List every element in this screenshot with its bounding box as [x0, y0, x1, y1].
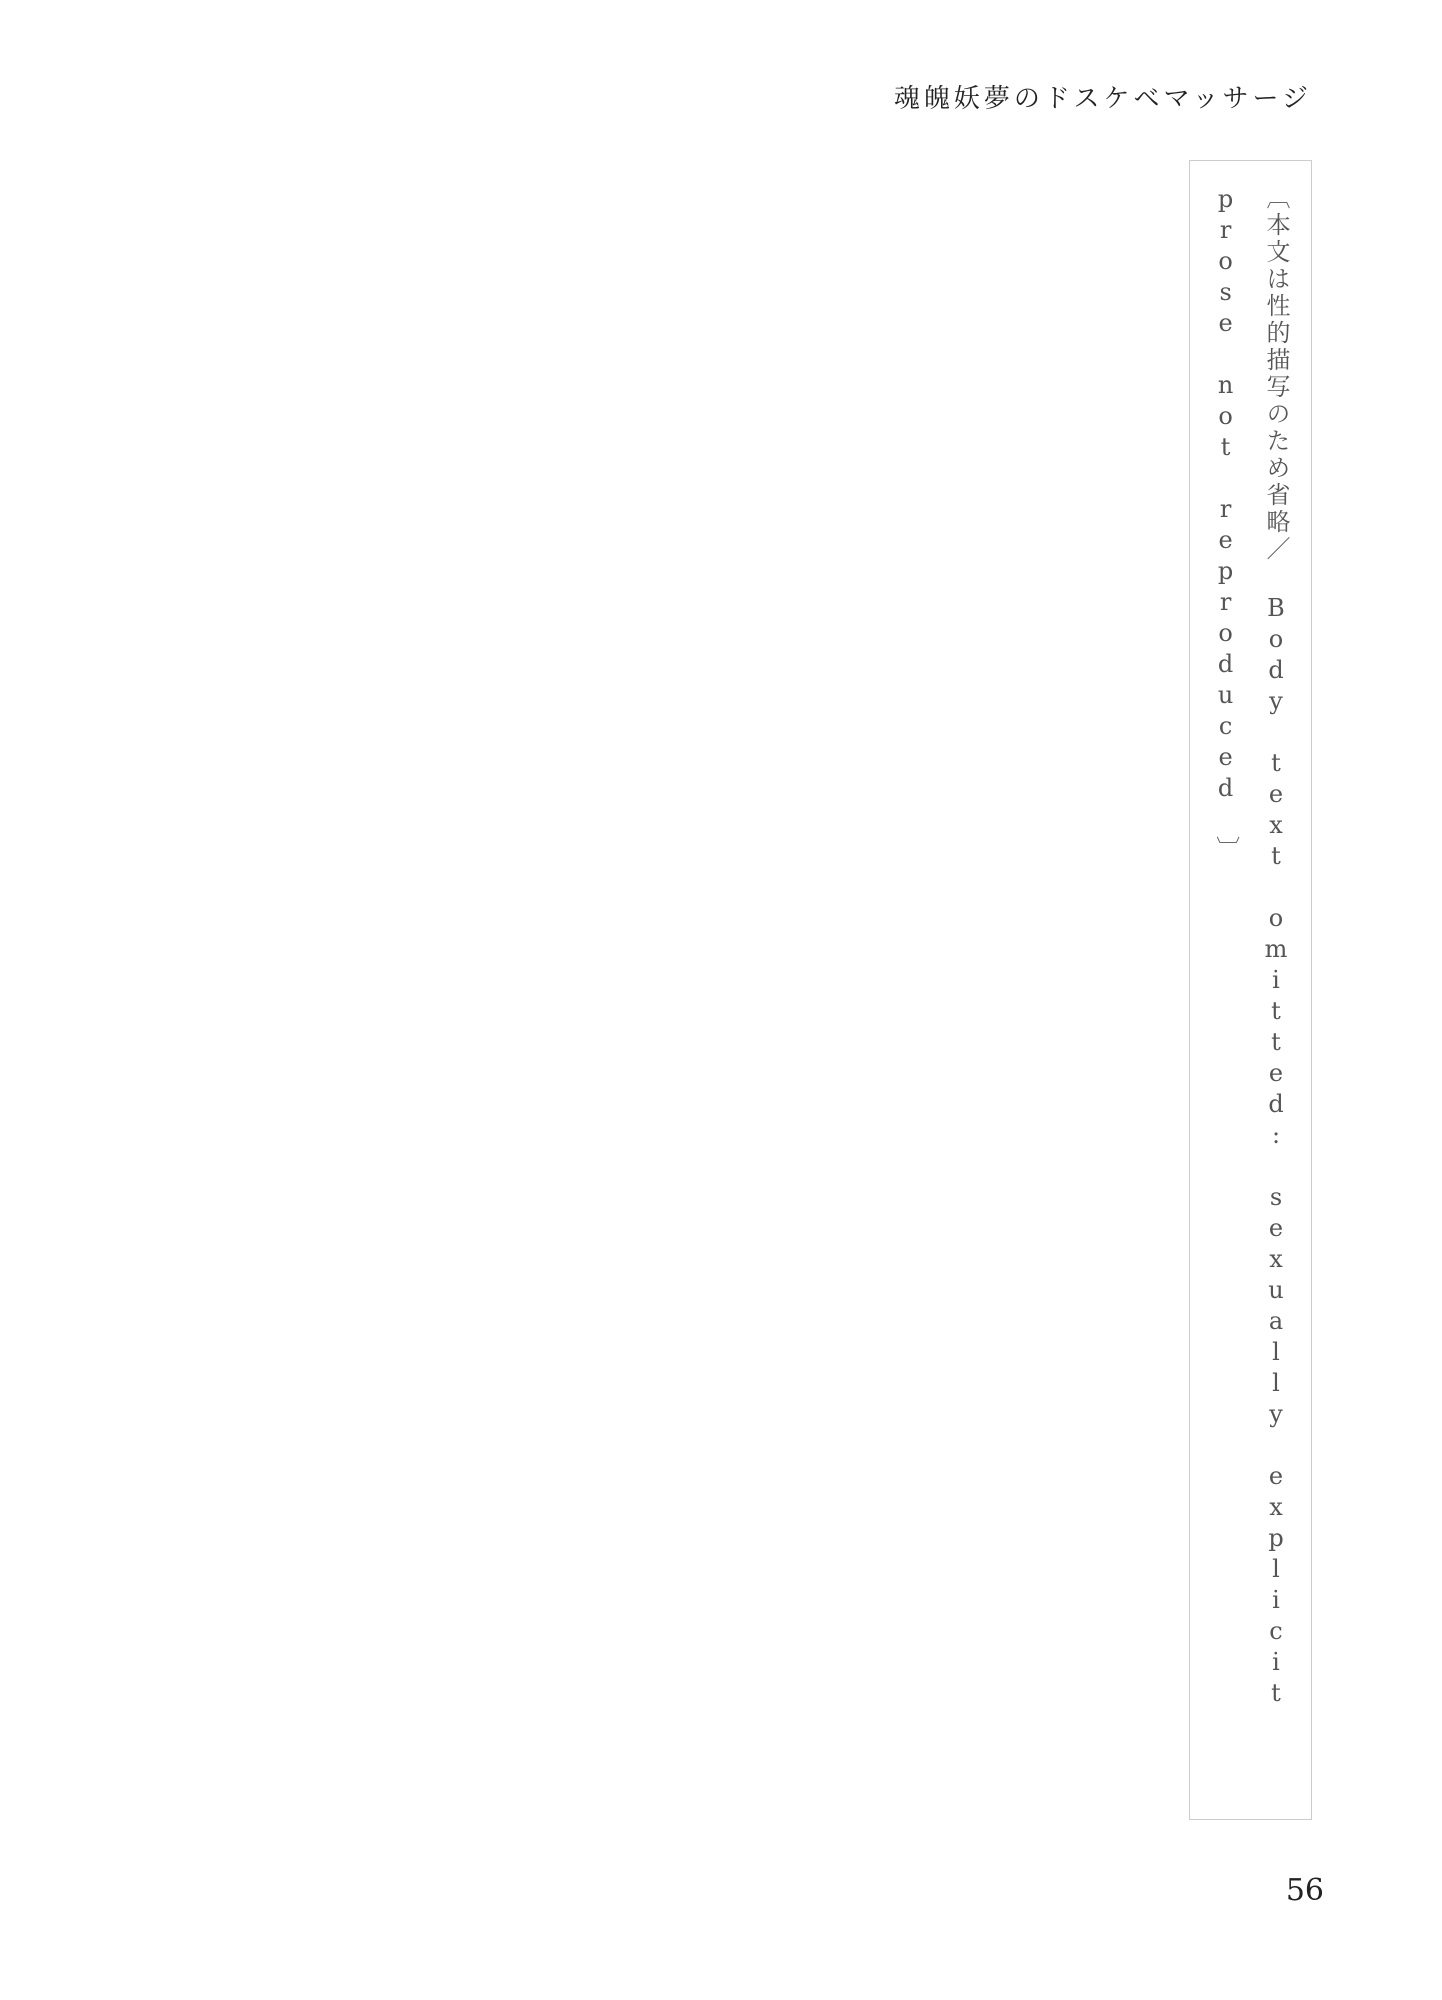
- redacted-text-columns: [130, 160, 1312, 1820]
- body-text-block: [130, 160, 1312, 1820]
- running-head-title: 魂魄妖夢のドスケベマッサージ: [893, 84, 1312, 114]
- page-number: 56: [1285, 1873, 1324, 1908]
- redaction-notice: 〔本文は性的描写のため省略／ Body text omitted: sexually explicit prose not reproduced 〕: [1189, 160, 1312, 1820]
